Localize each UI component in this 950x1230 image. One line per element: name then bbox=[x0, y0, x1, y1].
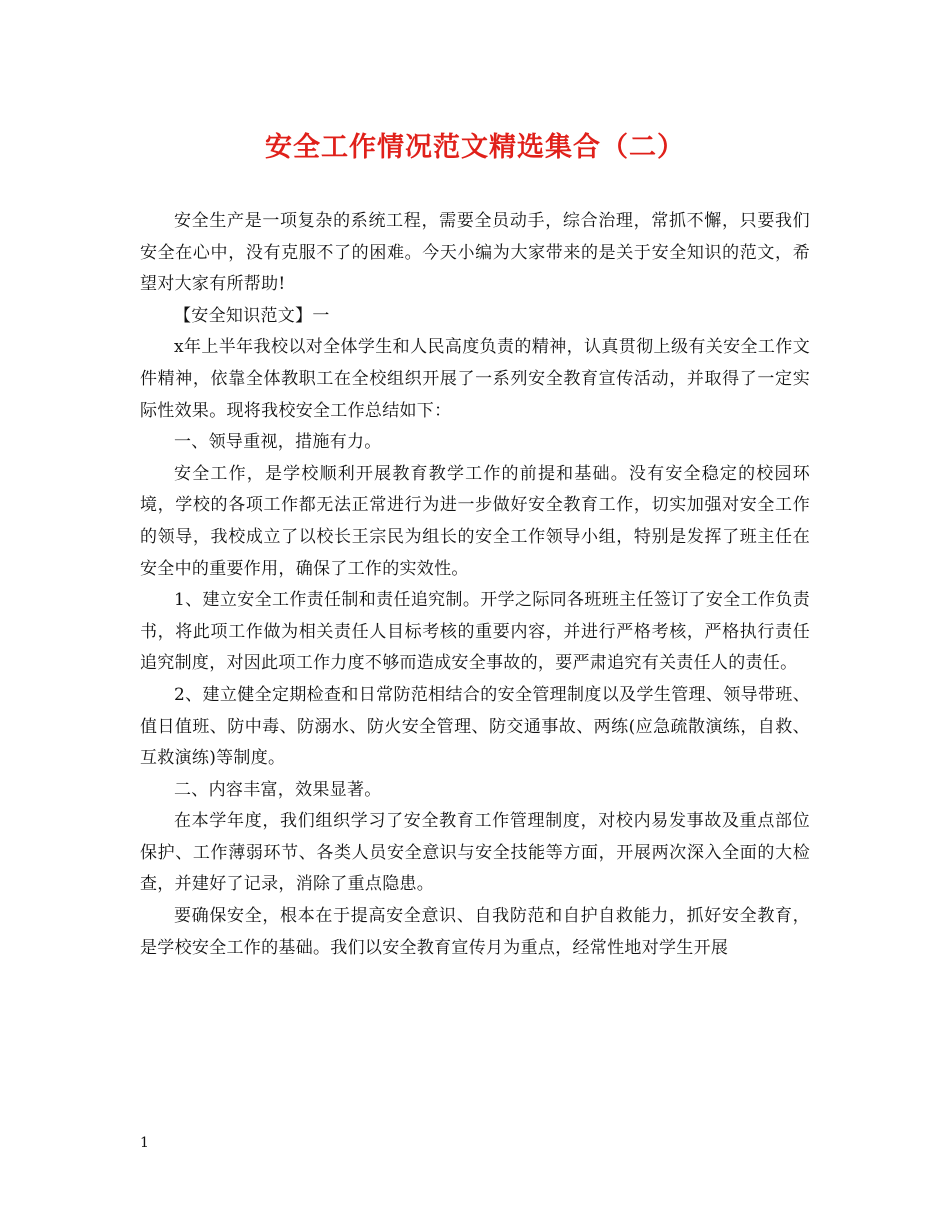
paragraph-summary-intro: x年上半年我校以对全体学生和人民高度负责的精神，认真贯彻上级有关安全工作文件精神，依靠全体教职工在全校组织开展了一系列安全教育宣传活动，并取得了一定实际性效果。现将我校安全工作总结如下： bbox=[140, 337, 810, 421]
paragraph-intro: 安全生产是一项复杂的系统工程，需要全员动手，综合治理，常抓不懈，只要我们安全在心中，没有克服不了的困难。今天小编为大家带来的是关于安全知识的范文，希望对大家有所帮助! bbox=[140, 211, 810, 295]
page-number: 1 bbox=[140, 1135, 149, 1151]
paragraph-section-heading: 【安全知识范文】一 bbox=[174, 305, 330, 326]
paragraph-safety-education: 要确保安全，根本在于提高安全意识、自我防范和自护自救能力，抓好安全教育，是学校安全工作的基础。我们以安全教育宣传月为重点，经常性地对学生开展 bbox=[140, 906, 810, 958]
document-title: 安全工作情况范文精选集合（二） bbox=[265, 132, 685, 163]
document-body bbox=[140, 206, 810, 964]
paragraph-inspection: 在本学年度，我们组织学习了安全教育工作管理制度，对校内易发事故及重点部位保护、工作薄弱环节、各类人员安全意识与安全技能等方面，开展两次深入全面的大检查，并建好了记录，消除了重点隐患。 bbox=[140, 811, 810, 895]
paragraph-leadership: 安全工作，是学校顺利开展教育教学工作的前提和基础。没有安全稳定的校园环境，学校的各项工作都无法正常进行为进一步做好安全教育工作，切实加强对安全工作的领导，我校成立了以校长王宗民为组长的安全工作领导小组，特别是发挥了班主任在安全中的重要作用，确保了工作的实效性。 bbox=[140, 463, 810, 579]
paragraph-item-2: 2、建立健全定期检查和日常防范相结合的安全管理制度以及学生管理、领导带班、值日值班、防中毒、防溺水、防火安全管理、防交通事故、两练(应急疏散演练，自救、互救演练)等制度。 bbox=[140, 684, 810, 769]
paragraph-heading-content: 二、内容丰富，效果显著。 bbox=[174, 779, 382, 800]
paragraph-heading-leadership: 一、领导重视，措施有力。 bbox=[174, 432, 382, 453]
paragraph-item-1: 1、建立安全工作责任制和责任追究制。开学之际同各班班主任签订了安全工作负责书，将此项工作做为相关责任人目标考核的重要内容，并进行严格考核，严格执行责任追究制度，对因此项工作力度不够而造成安全事故的，要严肃追究有关责任人的责任。 bbox=[140, 590, 810, 674]
